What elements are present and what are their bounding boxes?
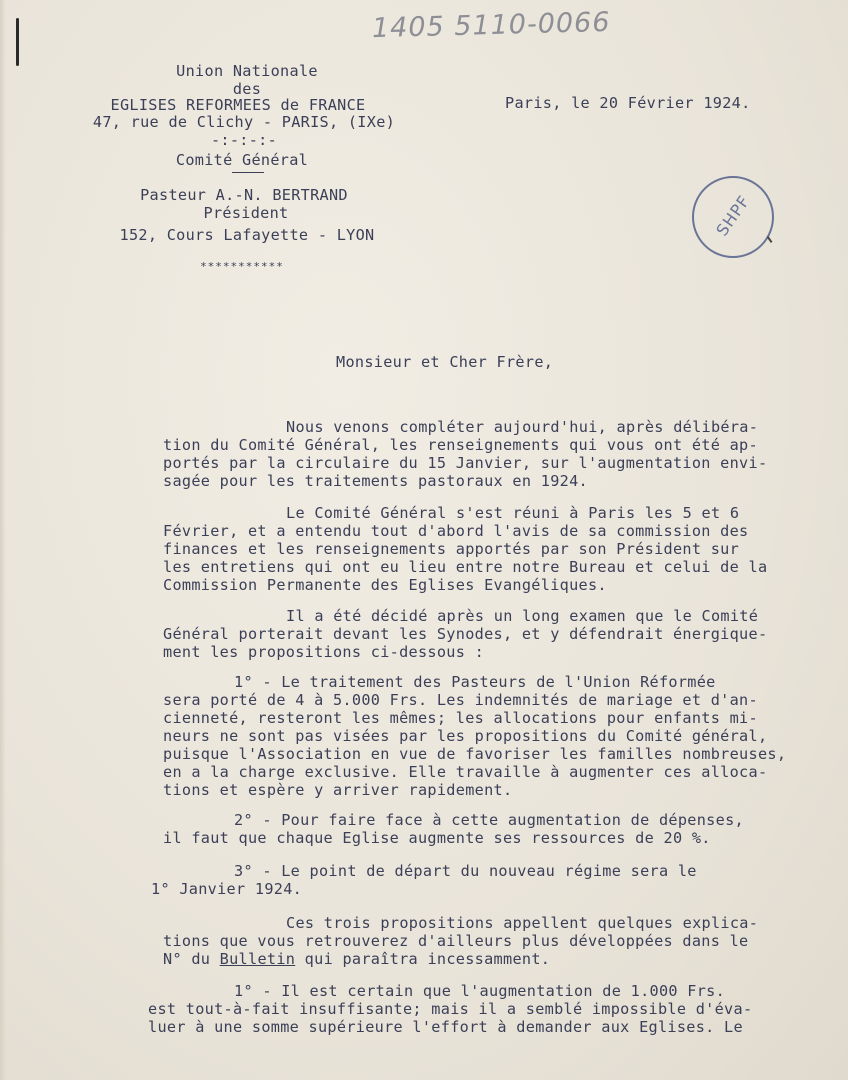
committee-divider	[232, 172, 264, 173]
letterhead-name: Pasteur A.-N. BERTRAND	[140, 186, 348, 204]
letterhead-line1: Union Nationale	[176, 62, 318, 80]
letterhead-line2: des	[232, 80, 262, 98]
p3-line2: Général porterait devant les Synodes, et y défendrait énergique-	[163, 625, 768, 643]
letterhead-stars: ***********	[200, 260, 284, 273]
p6-line2: 1° Janvier 1924.	[151, 880, 303, 898]
library-stamp	[692, 176, 774, 258]
letterhead-line4: 47, rue de Clichy - PARIS, (IXe)	[92, 113, 396, 131]
p2-line3: finances et les renseignements apportés par son Président sur	[163, 540, 740, 558]
salutation: Monsieur et Cher Frère,	[336, 353, 554, 371]
p7-line1: Ces trois propositions appellent quelques explica-	[286, 914, 759, 932]
letterhead-title: Président	[203, 204, 289, 222]
letterhead-separator: -:-:-:-	[210, 131, 278, 149]
p7-line3-post: qui paraîtra incessamment.	[295, 950, 551, 968]
p4-line3: cienneté, resteront les mêmes; les allocations pour enfants mi-	[163, 709, 758, 727]
p3-line3: ment les propositions ci-dessous :	[163, 643, 485, 661]
p3-line1: Il a été décidé après un long examen que le Comité	[286, 607, 759, 625]
p1-line2: tion du Comité Général, les renseignements qui vous ont été ap-	[163, 436, 758, 454]
p2-line1: Le Comité Général s'est réuni à Paris les 5 et 6	[286, 504, 740, 522]
p7-line2: tions que vous retrouverez d'ailleurs plus développées dans le	[163, 932, 749, 950]
binding-mark	[16, 18, 19, 66]
p2-line5: Commission Permanente des Eglises Evangéliques.	[163, 576, 607, 594]
p1-line1: Nous venons compléter aujourd'hui, après délibéra-	[286, 418, 759, 436]
p2-line2: Février, et a entendu tout d'abord l'avis de sa commission des	[163, 522, 749, 540]
p4-line4: neurs ne sont pas visées par les propositions du Comité général,	[163, 727, 768, 745]
page-edge-shadow	[0, 0, 6, 1080]
p4-line6: en a la charge exclusive. Elle travaille à augmenter ces alloca-	[163, 763, 768, 781]
p4-line7: tions et espère y arriver rapidement.	[163, 781, 513, 799]
p7-line3	[163, 950, 550, 968]
p4-line5: puisque l'Association en vue de favoriser les familles nombreuses,	[163, 745, 787, 763]
p4-line1: 1° - Le traitement des Pasteurs de l'Union Réformée	[234, 673, 716, 691]
p2-line4: les entretiens qui ont eu lieu entre notre Bureau et celui de la	[163, 558, 768, 576]
p5-line1: 2° - Pour faire face à cette augmentation de dépenses,	[234, 811, 744, 829]
p1-line4: sagée pour les traitements pastoraux en 1924.	[163, 472, 588, 490]
letterhead-line3: EGLISES REFORMEES de FRANCE	[110, 96, 366, 114]
stamp-text: SHPF	[712, 191, 754, 240]
bulletin-title: Bulletin	[219, 950, 296, 968]
letterhead-address: 152, Cours Lafayette - LYON	[119, 226, 375, 244]
p8-line2: est tout-à-fait insuffisante; mais il a semblé impossible d'éva-	[148, 1000, 753, 1018]
p1-line3: portés par la circulaire du 15 Janvier, sur l'augmentation envi-	[163, 454, 768, 472]
p8-line3: luer à une somme supérieure l'effort à demander aux Eglises. Le	[148, 1018, 743, 1036]
letterhead-committee: Comité Général	[175, 151, 309, 169]
p7-line3-pre: N° du	[163, 950, 220, 968]
letter-date: Paris, le 20 Février 1924.	[505, 94, 751, 112]
p6-line1: 3° - Le point de départ du nouveau régime sera le	[234, 862, 697, 880]
p8-line1: 1° - Il est certain que l'augmentation de 1.000 Frs.	[234, 982, 726, 1000]
p5-line2: il faut que chaque Eglise augmente ses ressources de 20 %.	[163, 829, 711, 847]
archive-reference: 1405 5110-0066	[371, 6, 611, 45]
p4-line2: sera porté de 4 à 5.000 Frs. Les indemnités de mariage et d'an-	[163, 691, 758, 709]
